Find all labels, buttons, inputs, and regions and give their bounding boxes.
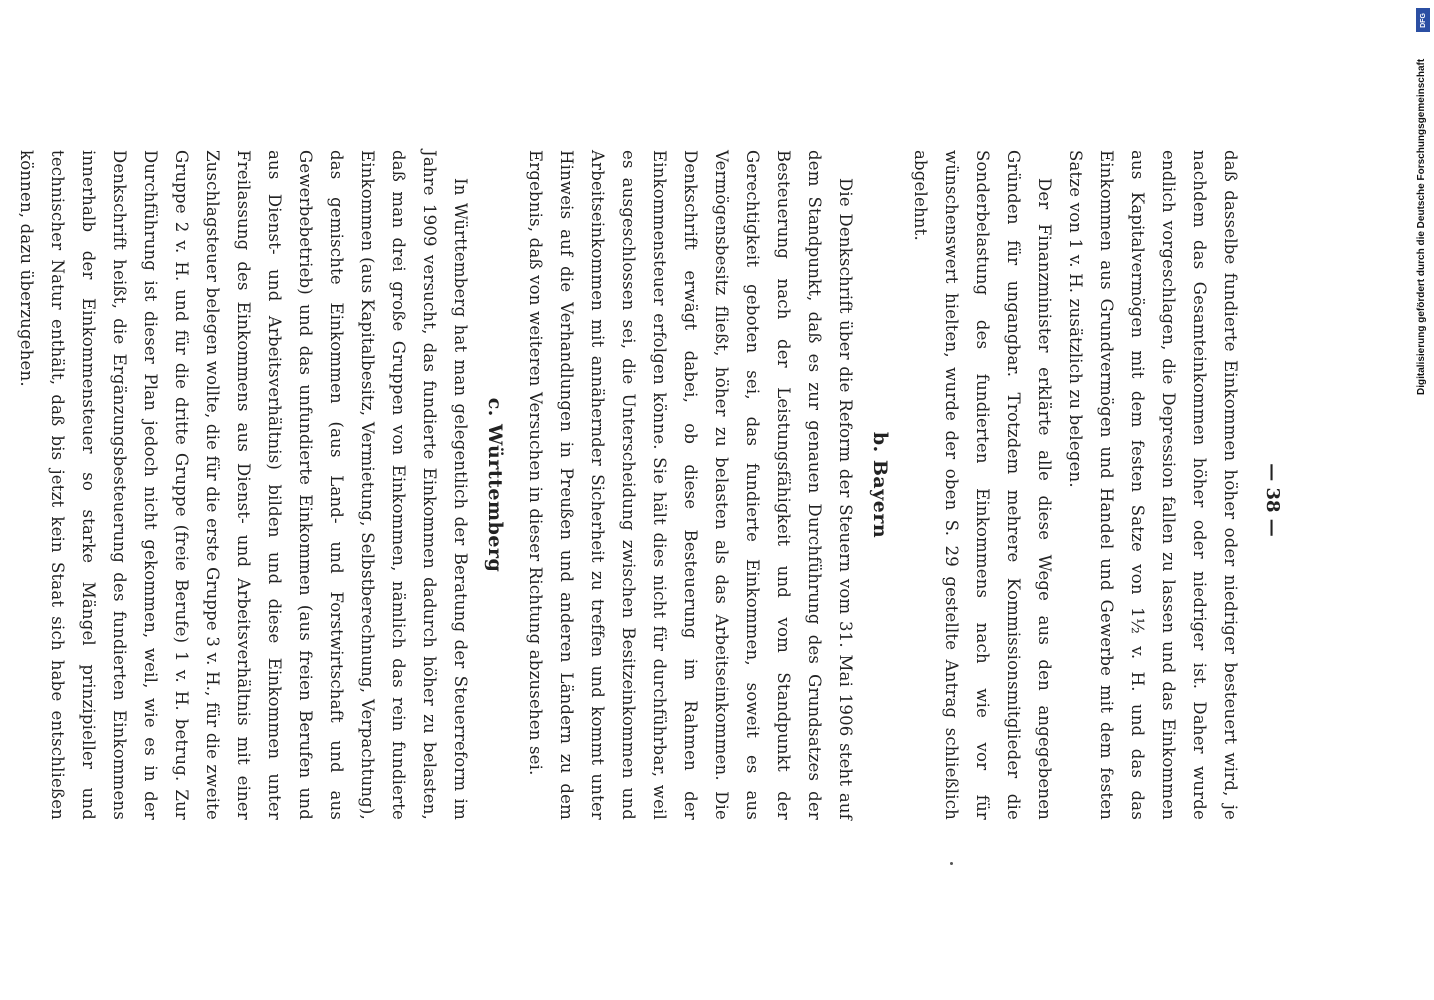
heading-wuerttemberg: c. Württemberg <box>484 397 506 573</box>
paragraph-wuerttemberg: In Württemberg hat man gelegentlich der Beratung der Steuerreform im Jahre 1909 versucht, das fundierte Einkommen dadurch höher zu belasten, daß man drei große Gruppen von Einkommen, nämlich das rein fundierte Einkommen (aus Kapitalbesitz, Vermietung, Selbstberechnung, Verpachtung), das gemischte Einkommen (aus Land- und Forstwirtschaft und aus Gewerbebetrieb) und das unfundierte Einkommen (aus freien Berufen und aus Dienst- und Arbeitsverhältnis) bilden und diese Einkommen unter Freilassung des Einkommens aus Dienst- und Arbeitsverhältnis mit einer Zuschlagsteuer belegen wollte, die für die erste Gruppe 3 v. H., für die zweite Gruppe 2 v. H. und für die dritte Gruppe (freie Berufe) 1 v. H. betrug. Zur Durchführung ist dieser Plan jedoch nicht gekommen, weil, wie es in der Denkschrift heißt, die Ergänzungsbesteuerung des fundierten Einkommens innerhalb der Einkommensteuer so starke Mängel prinzipieller und technischer Natur enthält, daß bis jetzt kein Staat sich habe entschließen können, dazu überzugehen. <box>17 150 470 820</box>
paragraph-bayern: Die Denkschrift über die Reform der Steuern vom 31. Mai 1906 steht auf dem Standpunkt, daß es zur genauen Durchführung des Grundsatzes der Besteuerung nach der Leistungsfähigkeit und vom Standpunkt der Gerechtigkeit geboten sei, das fundierte Einkommen, soweit es aus Vermögensbesitz fließt, höher zu belasten als das Arbeitseinkommen. Die Denkschrift erwägt dabei, ob diese Besteuerung im Rahmen der Einkommensteuer erfolgen könne. Sie hält dies nicht für durchführbar, weil es ausgeschlossen sei, die Unterscheidung zwischen Besitzeinkommen und Arbeitseinkommen mit annähernder Sicherheit zu treffen und kommt unter Hinweis auf die Verhandlungen in Preußen und anderen Ländern zu dem Ergebnis, daß von weiteren Versuchen in dieser Richtung abzusehen sei. <box>526 150 855 820</box>
page-number: — 38 — <box>1262 463 1283 537</box>
heading-bayern: b. Bayern <box>869 431 891 539</box>
rotated-page-content <box>17 150 1283 850</box>
credit-text: Digitalisierung gefördert durch die Deutsche Forschungsgemeinschaft <box>1416 58 1427 395</box>
paragraph-intro-2: Der Finanzminister erklärte alle diese Wege aus den angegebenen Gründen für ungangbar. Trotzdem mehrere Kommissionsmitglieder die Sonderbelastung des fundierten Einkommens nach wie vor für wünschenswert hielten, wurde der oben S. 29 gestellte Antrag schließlich abgelehnt. <box>911 150 1054 820</box>
paragraph-intro-1: daß dasselbe fundierte Einkommen höher oder niedriger besteuert wird, je nachdem das Gesamteinkommen höher oder niedriger ist. Daher wurde endlich vorgeschlagen, die Depression fallen zu lassen und das Einkommen aus Kapitalvermögen mit dem festen Satze von 1½ v. H. und das das Einkommen aus Grundvermögen und Handel und Gewerbe mit dem festen Satze von 1 v. H. zusätzlich zu belegen. <box>1066 150 1240 820</box>
dfg-logo: DFG <box>1416 8 1430 32</box>
digitization-credit <box>1412 15 1432 395</box>
text-column <box>0 150 1246 820</box>
scan-speck <box>950 862 953 865</box>
